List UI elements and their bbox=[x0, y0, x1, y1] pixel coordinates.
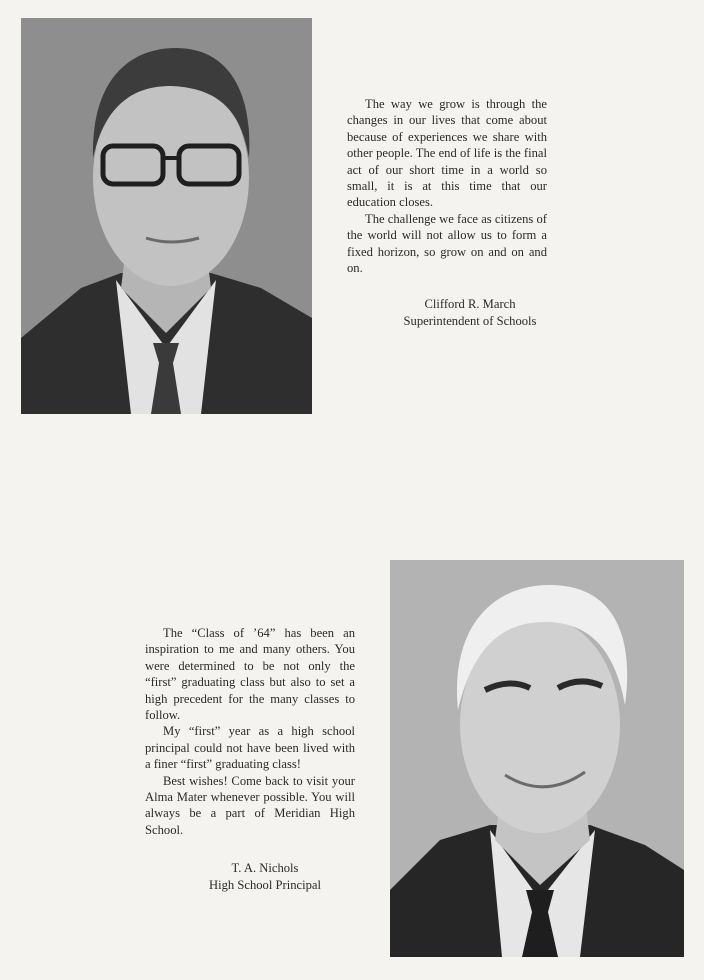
principal-paragraph: The “Class of ’64” has been an inspiration to me and many others. You were determined to be not only the “first” graduating class but also to set a high precedent for the many classes to follow. bbox=[145, 626, 355, 723]
principal-paragraph: My “first” year as a high school principal could not have been lived with a finer “first” graduating class! bbox=[145, 724, 355, 772]
principal-portrait bbox=[390, 560, 684, 957]
principal-signature bbox=[190, 860, 340, 894]
superintendent-message bbox=[347, 96, 547, 276]
principal-name: T. A. Nichols bbox=[231, 861, 299, 875]
superintendent-title: Superintendent of Schools bbox=[403, 314, 537, 328]
superintendent-paragraph: The challenge we face as citizens of the world will not allow us to form a fixed horizon, so grow on and on and on. bbox=[347, 211, 547, 276]
superintendent-portrait bbox=[21, 18, 312, 414]
superintendent-signature bbox=[380, 296, 560, 330]
superintendent-paragraph: The way we grow is through the changes in our lives that come about because of experiences we share with other people. The end of life is the final act of our short time in a world so small, it is at this time that our education closes. bbox=[347, 97, 547, 210]
principal-paragraph: Best wishes! Come back to visit your Alma Mater whenever possible. You will always be a part of Meridian High School. bbox=[145, 773, 355, 837]
principal-message bbox=[145, 625, 355, 838]
superintendent-name: Clifford R. March bbox=[424, 297, 516, 311]
principal-title: High School Principal bbox=[209, 878, 321, 892]
